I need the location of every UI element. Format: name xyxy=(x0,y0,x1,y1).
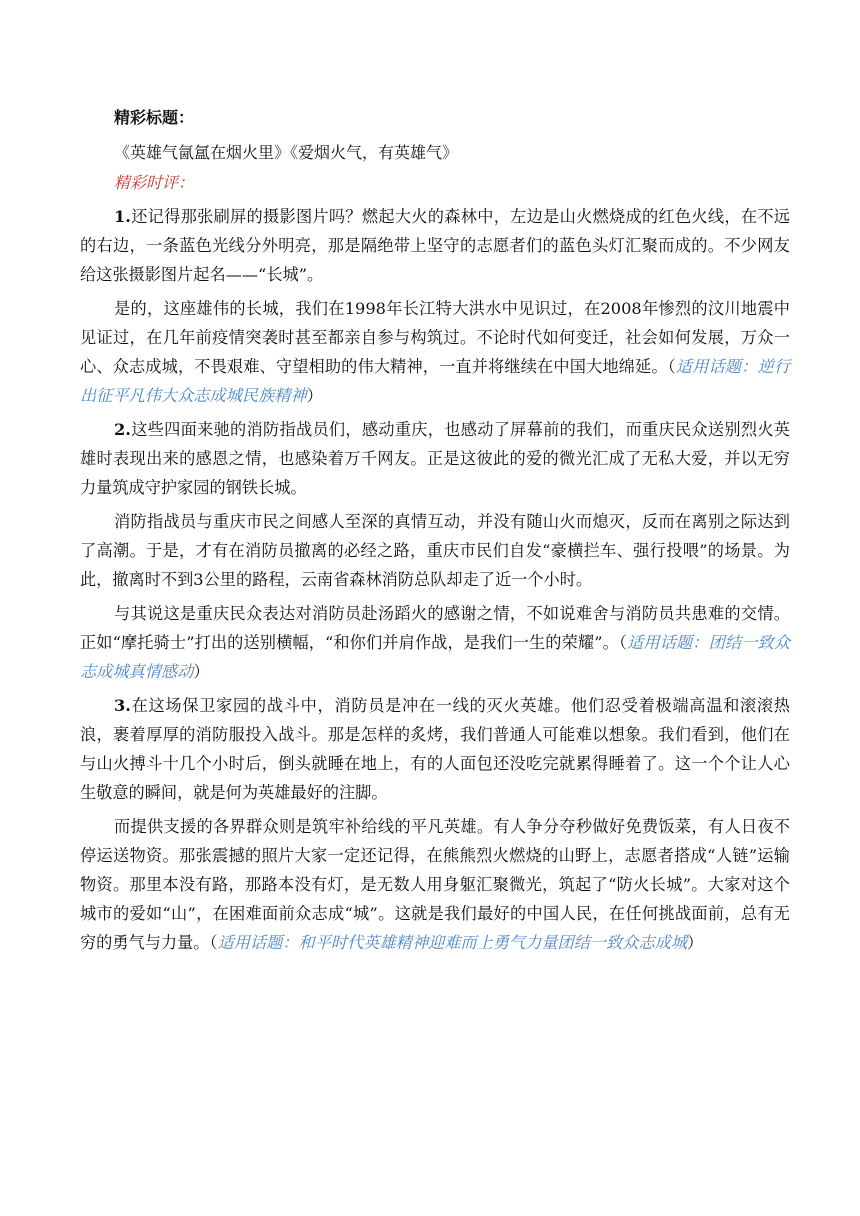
paragraph-number: 2. xyxy=(114,420,131,439)
paragraph-text: 还记得那张刷屏的摄影图片吗？燃起大火的森林中，左边是山火燃烧成的红色火线，在不远的右边，一条蓝色光线分外明亮，那是隔绝带上坚守的志愿者们的蓝色头灯汇聚而成的。不少网友给这张摄影图片起名——“长城”。 xyxy=(80,207,790,284)
document-content xyxy=(80,103,790,962)
paragraph-5 xyxy=(80,599,790,686)
topic-note: 适用话题：团结一致众志成城真情感动 xyxy=(80,633,790,681)
section-heading: 精彩标题： xyxy=(114,108,195,127)
paragraph-text: 在这场保卫家园的战斗中，消防员是冲在一线的灭火英雄。他们忍受着极端高温和滚滚热浪，裹着厚厚的消防服投入战斗。那是怎样的炙烤，我们普通人可能难以想象。我们看到，他们在与山火搏斗十几个小时后，倒头就睡在地上，有的人面包还没吃完就累得睡着了。这一个个让人心生敬意的瞬间，就是何为英雄最好的注脚。 xyxy=(80,696,790,802)
topic-open: （ xyxy=(209,933,218,952)
topic-close: ） xyxy=(306,386,323,405)
paragraph-text: 消防指战员与重庆市民之间感人至深的真情互动，并没有随山火而熄灭，反而在离别之际达到了高潮。于是，才有在消防员撤离的必经之路，重庆市民们自发“豪横拦车、强行投喂”的场景。为此，撤离时不到3公里的路程，云南省森林消防总队却走了近一个小时。 xyxy=(80,512,790,589)
topic-note: 适用话题：逆行出征平凡伟大众志成城民族精神 xyxy=(80,357,791,405)
topic-open: （ xyxy=(667,357,676,376)
featured-titles: 《英雄气氤氲在烟火里》《爱烟火气，有英雄气》 xyxy=(114,143,459,162)
paragraph-number: 1. xyxy=(114,207,131,226)
topic-close: ） xyxy=(193,662,210,681)
paragraph-2 xyxy=(80,294,790,410)
topic-close: ） xyxy=(687,933,704,952)
topic-open: （ xyxy=(618,633,628,652)
paragraph-1 xyxy=(80,202,790,289)
paragraph-3 xyxy=(80,415,790,502)
paragraph-text: 而提供支援的各界群众则是筑牢补给线的平凡英雄。有人争分夺秒做好免费饭菜，有人日夜不停运送物资。那张震撼的照片大家一定还记得，在熊熊烈火燃烧的山野上，志愿者搭成“人链”运输物资。那里本没有路，那路本没有灯，是无数人用身躯汇聚微光，筑起了“防火长城”。大家对这个城市的爱如“山”，在困难面前众志成“城”。这就是我们最好的中国人民，在任何挑战面前，总有无穷的勇气与力量。 xyxy=(80,817,790,952)
paragraph-7 xyxy=(80,812,790,957)
topic-note: 适用话题：和平时代英雄精神迎难而上勇气力量团结一致众志成城 xyxy=(217,933,688,952)
paragraph-6 xyxy=(80,691,790,807)
paragraph-number: 3. xyxy=(114,696,131,715)
paragraph-4 xyxy=(80,507,790,594)
paragraph-text: 这些四面来驰的消防指战员们，感动重庆，也感动了屏幕前的我们，而重庆民众送别烈火英雄时表现出来的感恩之情，也感染着万千网友。正是这彼此的爱的微光汇成了无私大爱，并以无穷力量筑成守护家园的钢铁长城。 xyxy=(80,420,790,497)
review-label: 精彩时评： xyxy=(114,173,195,192)
paragraph-text: 是的，这座雄伟的长城，我们在1998年长江特大洪水中见识过，在2008年惨烈的汶川地震中见证过，在几年前疫情突袭时甚至都亲自参与构筑过。不论时代如何变迁，社会如何发展，万众一心、众志成城，不畏艰难、守望相助的伟大精神，一直并将继续在中国大地绵延。 xyxy=(80,299,790,376)
paragraph-text: 与其说这是重庆民众表达对消防员赴汤蹈火的感谢之情，不如说难舍与消防员共患难的交情。正如“摩托骑士”打出的送别横幅，“和你们并肩作战，是我们一生的荣耀”。 xyxy=(80,604,790,652)
